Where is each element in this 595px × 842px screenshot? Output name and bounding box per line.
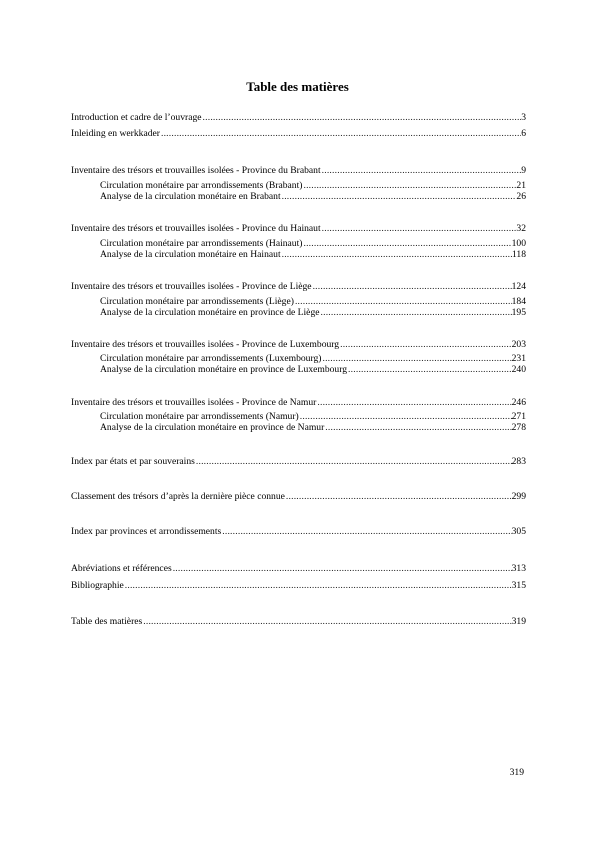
dot-leader: [281, 249, 512, 260]
toc-entry-label: Bibliographie: [71, 580, 124, 591]
toc-entry-label: Classement des trésors d’après la dernière pièce connue: [71, 491, 285, 502]
page-number: 319: [509, 767, 524, 778]
toc-subentry[interactable]: [100, 411, 526, 422]
toc-entry-label: Inleiding en werkkader: [71, 128, 160, 139]
toc-entry[interactable]: [71, 397, 526, 408]
dot-leader: [302, 180, 516, 191]
toc-entry[interactable]: [71, 339, 526, 350]
toc-entry-label: Abréviations et références: [71, 563, 172, 574]
toc-entry-page: 313: [511, 563, 526, 574]
toc-entry[interactable]: [71, 281, 526, 292]
toc-entry[interactable]: [71, 223, 526, 234]
toc-entry-label: Circulation monétaire par arrondissements (Liège): [100, 296, 294, 307]
toc-entry-page: 283: [511, 456, 526, 467]
dot-leader: [299, 411, 512, 422]
toc-entry-page: 26: [516, 191, 526, 202]
toc-entry[interactable]: [71, 456, 526, 467]
toc-subentry[interactable]: [100, 422, 526, 433]
toc-entry[interactable]: [71, 526, 526, 537]
toc-entry-page: 305: [511, 526, 526, 537]
dot-leader: [302, 238, 511, 249]
dot-leader: [281, 191, 517, 202]
toc-subentry[interactable]: [100, 296, 526, 307]
page-title: Table des matières: [246, 79, 349, 94]
toc-entry-page: 118: [511, 249, 526, 260]
toc-entry[interactable]: [71, 112, 526, 123]
toc-entry-label: Circulation monétaire par arrondissements (Namur): [100, 411, 299, 422]
toc-entry-page: 184: [511, 296, 526, 307]
toc-entry-page: 319: [511, 616, 526, 627]
toc-entry[interactable]: [71, 563, 526, 574]
dot-leader: [321, 223, 517, 234]
toc-entry-label: Inventaire des trésors et trouvailles isolées - Province du Brabant: [71, 165, 321, 176]
toc-entry-label: Analyse de la circulation monétaire en province de Liège: [100, 307, 320, 318]
toc-entry-page: 271: [511, 411, 526, 422]
dot-leader: [347, 364, 512, 375]
toc-entry-label: Table des matières: [71, 616, 143, 627]
toc-subentry[interactable]: [100, 364, 526, 375]
toc-entry-page: 203: [511, 339, 526, 350]
toc-entry-label: Analyse de la circulation monétaire en province de Luxembourg: [100, 364, 348, 375]
toc-subentry[interactable]: [100, 249, 526, 260]
toc-entry-page: 100: [511, 238, 526, 249]
dot-leader: [285, 491, 512, 502]
toc-entry-page: 21: [516, 180, 526, 191]
toc-subentry[interactable]: [100, 238, 526, 249]
dot-leader: [316, 397, 511, 408]
toc-subentry[interactable]: [100, 180, 526, 191]
dot-leader: [221, 526, 511, 537]
toc-entry[interactable]: [71, 616, 526, 627]
toc-entry-label: Introduction et cadre de l’ouvrage: [71, 112, 202, 123]
toc-entry[interactable]: [71, 580, 526, 591]
toc-entry-page: 195: [511, 307, 526, 318]
toc-entry[interactable]: [71, 491, 526, 502]
dot-leader: [124, 580, 512, 591]
toc-entry-page: 299: [511, 491, 526, 502]
dot-leader: [202, 112, 522, 123]
toc-subentry[interactable]: [100, 307, 526, 318]
toc-entry-label: Index par provinces et arrondissements: [71, 526, 222, 537]
dot-leader: [160, 128, 521, 139]
toc-entry-page: 315: [511, 580, 526, 591]
toc-entry-label: Analyse de la circulation monétaire en province de Namur: [100, 422, 325, 433]
dot-leader: [324, 422, 511, 433]
toc-entry-label: Circulation monétaire par arrondissements (Hainaut): [100, 238, 303, 249]
toc-entry[interactable]: [71, 128, 526, 139]
dot-leader: [312, 281, 512, 292]
toc-subentry[interactable]: [100, 191, 526, 202]
dot-leader: [172, 563, 512, 574]
toc-entry-page: 231: [511, 353, 526, 364]
toc-entry-page: 278: [511, 422, 526, 433]
toc-entry-label: Inventaire des trésors et trouvailles isolées - Province de Liège: [71, 281, 312, 292]
toc-entry-label: Circulation monétaire par arrondissements (Luxembourg): [100, 353, 322, 364]
dot-leader: [294, 296, 512, 307]
toc-entry-label: Analyse de la circulation monétaire en Hainaut: [100, 249, 281, 260]
toc-entry-page: 6: [521, 128, 526, 139]
toc-entry-page: 3: [521, 112, 526, 123]
toc-entry-label: Index par états et par souverains: [71, 456, 195, 467]
toc-entry-page: 240: [511, 364, 526, 375]
toc-entry-page: 124: [511, 281, 526, 292]
toc-entry-page: 9: [521, 165, 526, 176]
toc-entry-page: 246: [511, 397, 526, 408]
toc-entry-label: Circulation monétaire par arrondissements (Brabant): [100, 180, 303, 191]
toc-entry-label: Inventaire des trésors et trouvailles isolées - Province de Namur: [71, 397, 317, 408]
toc-entry-label: Analyse de la circulation monétaire en Brabant: [100, 191, 281, 202]
toc-entry-label: Inventaire des trésors et trouvailles isolées - Province de Luxembourg: [71, 339, 340, 350]
toc-subentry[interactable]: [100, 353, 526, 364]
toc-entry-label: Inventaire des trésors et trouvailles isolées - Province du Hainaut: [71, 223, 321, 234]
toc-entry[interactable]: [71, 165, 526, 176]
dot-leader: [321, 353, 511, 364]
toc-entry-page: 32: [516, 223, 526, 234]
dot-leader: [142, 616, 511, 627]
dot-leader: [339, 339, 512, 350]
dot-leader: [321, 165, 522, 176]
dot-leader: [320, 307, 512, 318]
dot-leader: [195, 456, 512, 467]
